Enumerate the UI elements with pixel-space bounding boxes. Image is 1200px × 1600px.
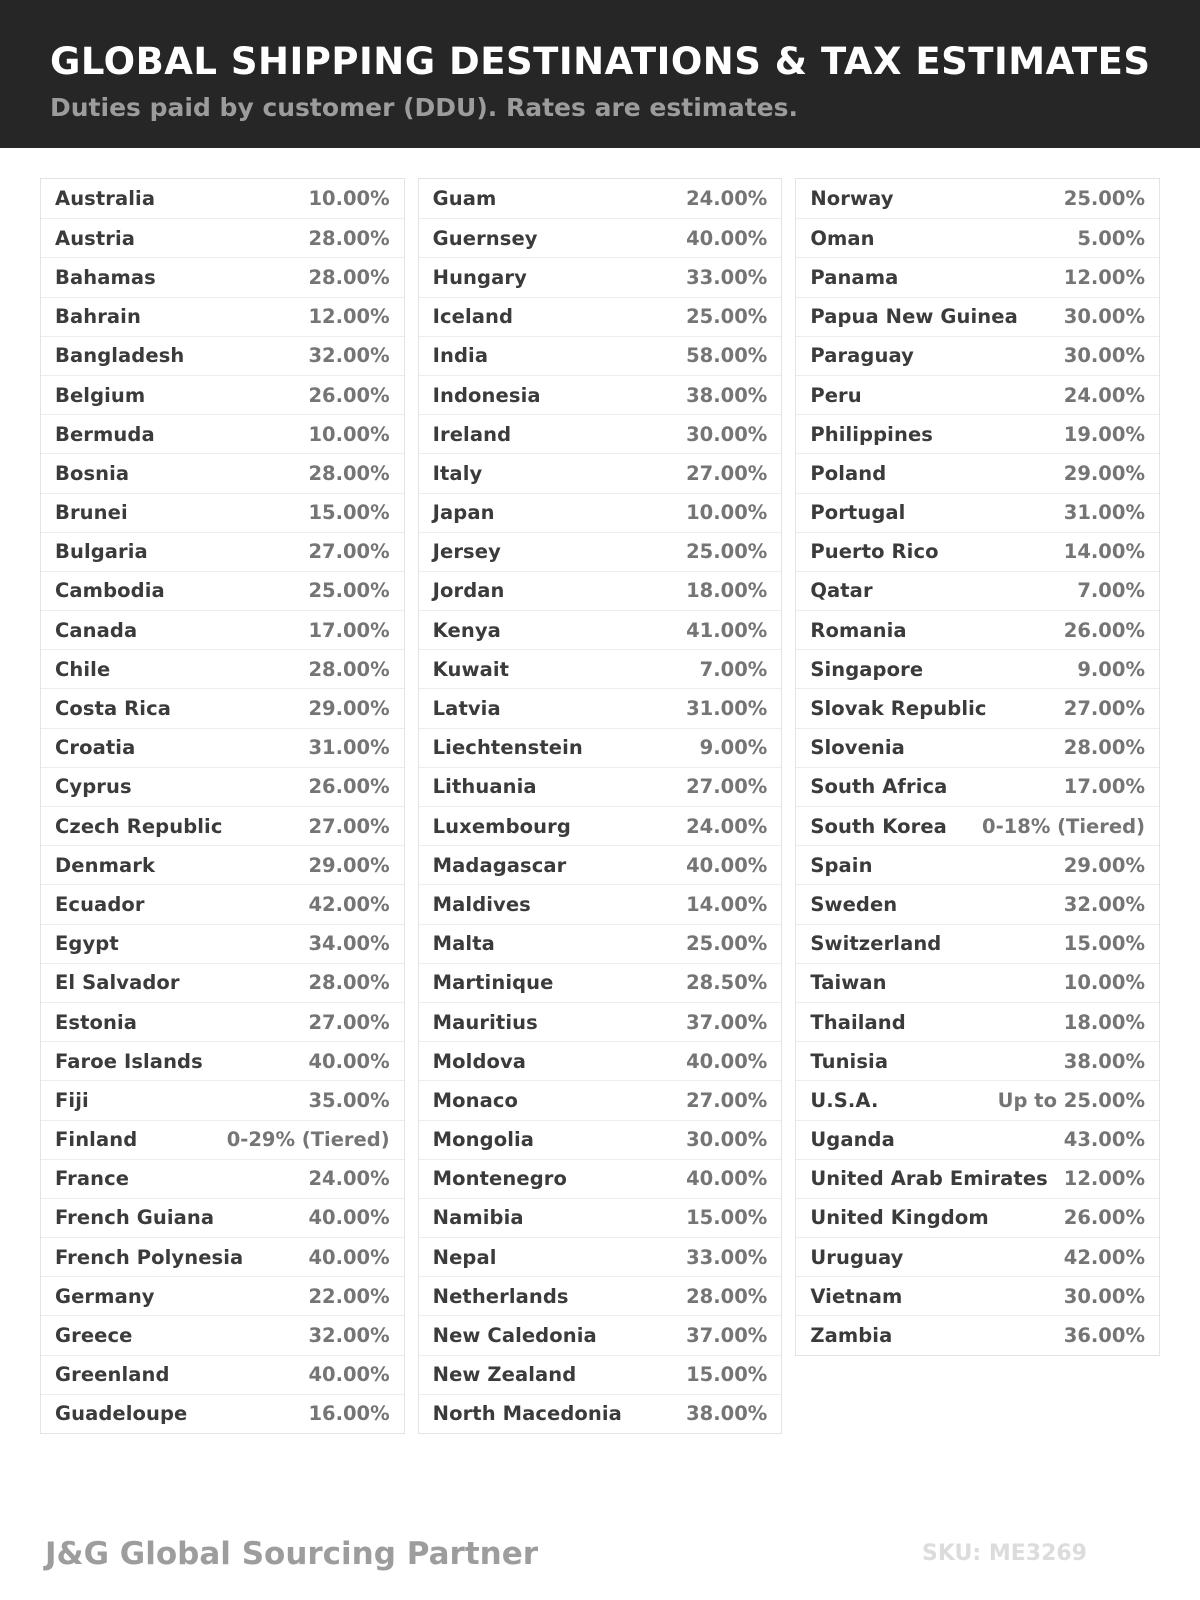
table-row [796,924,1159,963]
table-row [41,884,404,923]
table-row [419,1276,782,1315]
table-row [41,1159,404,1198]
country-name: Kuwait [432,657,510,681]
country-name: Taiwan [810,971,887,995]
country-name: Lithuania [432,775,537,799]
table-column-2 [418,178,783,1434]
table-row [419,1080,782,1119]
table-row [419,806,782,845]
tax-rate-value: 33.00% [686,1245,768,1269]
table-row [796,375,1159,414]
tax-rate-value: 58.00% [686,344,768,368]
table-row [796,1002,1159,1041]
table-row [41,571,404,610]
table-row [419,493,782,532]
country-name: Jersey [432,540,501,564]
table-row [41,1394,404,1433]
table-row [419,688,782,727]
tax-rate-value: 30.00% [1063,305,1145,329]
table-row [419,1002,782,1041]
tax-rate-value: 26.00% [308,775,390,799]
tax-rate-value: 37.00% [686,1010,768,1034]
table-row [41,688,404,727]
country-name: New Zealand [432,1363,577,1387]
country-name: Liechtenstein [432,736,583,760]
table-column-3 [795,178,1160,1356]
country-name: Oman [810,226,875,250]
tax-rate-value: 30.00% [1063,1284,1145,1308]
tax-rate-value: 31.00% [308,736,390,760]
table-row [419,728,782,767]
table-row [419,924,782,963]
country-name: Nepal [432,1245,497,1269]
tax-rate-value: 25.00% [1063,187,1145,211]
country-name: Namibia [432,1206,524,1230]
tax-rate-value: 25.00% [308,579,390,603]
tax-rate-value: 40.00% [308,1206,390,1230]
table-row [796,571,1159,610]
table-row [796,1315,1159,1354]
table-row [41,493,404,532]
country-name: French Guiana [55,1206,215,1230]
tax-rate-value: 9.00% [1077,657,1145,681]
country-name: Singapore [810,657,924,681]
table-row [41,179,404,218]
country-name: Austria [55,226,136,250]
table-column-1 [40,178,405,1434]
table-row [796,493,1159,532]
tax-rate-value: 12.00% [1063,265,1145,289]
table-row [41,218,404,257]
table-row [796,218,1159,257]
country-name: Uruguay [810,1245,904,1269]
country-name: Sweden [810,892,898,916]
country-name: Uganda [810,1128,895,1152]
page-header [0,0,1200,148]
table-row [796,453,1159,492]
country-name: Moldova [432,1049,527,1073]
tax-rate-value: 32.00% [308,344,390,368]
table-row [41,1080,404,1119]
country-name: Egypt [55,932,119,956]
tax-rate-value: 28.00% [308,226,390,250]
tax-rate-value: 28.00% [308,657,390,681]
tax-rate-value: 14.00% [1063,540,1145,564]
table-row [41,1041,404,1080]
country-name: Japan [432,501,495,525]
tax-rate-value: 5.00% [1077,226,1145,250]
table-row [419,218,782,257]
country-name: Bahrain [55,305,141,329]
table-row [419,767,782,806]
table-row [796,414,1159,453]
country-name: Cyprus [55,775,132,799]
country-name: U.S.A. [810,1088,879,1112]
country-name: North Macedonia [432,1402,622,1426]
page-title: GLOBAL SHIPPING DESTINATIONS & TAX ESTIMATES [50,40,1151,83]
country-name: Puerto Rico [810,540,939,564]
tax-rate-value: 10.00% [1063,971,1145,995]
table-row [419,1120,782,1159]
table-row [41,1315,404,1354]
brand-footer: J&G Global Sourcing Partner [45,1536,539,1572]
tax-rate-value: 38.00% [686,383,768,407]
table-row [419,532,782,571]
table-row [419,297,782,336]
table-row [796,688,1159,727]
tax-rate-value: 26.00% [308,383,390,407]
table-row [419,1159,782,1198]
country-name: Estonia [55,1010,138,1034]
tax-rate-value: 27.00% [686,775,768,799]
tax-rate-value: 26.00% [1063,1206,1145,1230]
tax-rate-value: 28.50% [686,971,768,995]
tax-rate-value: 24.00% [686,814,768,838]
country-name: Kenya [432,618,501,642]
tax-rate-value: 18.00% [1063,1010,1145,1034]
table-row [41,845,404,884]
table-row [41,1120,404,1159]
country-name: Australia [55,187,156,211]
country-name: Ecuador [55,892,145,916]
table-row [796,767,1159,806]
sku-label: SKU: ME3269 [922,1541,1087,1566]
country-name: Croatia [55,736,136,760]
tax-rate-value: 37.00% [686,1324,768,1348]
tax-rate-table [40,178,1160,1434]
tax-rate-value: 24.00% [1063,383,1145,407]
tax-rate-value: 38.00% [1063,1049,1145,1073]
country-name: Bosnia [55,461,130,485]
table-row [419,963,782,1002]
country-name: Canada [55,618,138,642]
tax-rate-value: 40.00% [686,1167,768,1191]
tax-rate-value: 15.00% [686,1363,768,1387]
table-row [796,963,1159,1002]
country-name: Greece [55,1324,133,1348]
country-name: Thailand [810,1010,906,1034]
tax-rate-value: 15.00% [1063,932,1145,956]
country-name: Panama [810,265,899,289]
table-row [419,414,782,453]
tax-rate-value: 27.00% [308,540,390,564]
tax-rate-value: 27.00% [686,1088,768,1112]
tax-rate-value: 40.00% [308,1363,390,1387]
country-name: Jordan [432,579,505,603]
country-name: Indonesia [432,383,541,407]
tax-rate-value: 9.00% [699,736,768,760]
tax-rate-value: 7.00% [1077,579,1145,603]
table-row [41,414,404,453]
tax-rate-value: 28.00% [308,265,390,289]
country-name: France [55,1167,130,1191]
country-name: Spain [810,853,873,877]
country-name: El Salvador [55,971,180,995]
country-name: South Africa [810,775,948,799]
table-row [796,1041,1159,1080]
tax-rate-value: 35.00% [308,1088,390,1112]
country-name: Netherlands [432,1284,569,1308]
country-name: Mauritius [432,1010,538,1034]
table-row [419,179,782,218]
tax-rate-value: 29.00% [308,697,390,721]
table-row [41,532,404,571]
country-name: Slovenia [810,736,905,760]
table-row [796,179,1159,218]
table-row [796,1080,1159,1119]
tax-rate-value: 18.00% [686,579,768,603]
table-row [796,1276,1159,1315]
tax-rate-value: 32.00% [308,1324,390,1348]
tax-rate-value: 43.00% [1063,1128,1145,1152]
country-name: Brunei [55,501,128,525]
country-name: Guadeloupe [55,1402,188,1426]
table-row [419,1237,782,1276]
table-row [41,336,404,375]
table-row [419,649,782,688]
table-row [419,257,782,296]
country-name: Chile [55,657,111,681]
country-name: Portugal [810,501,906,525]
table-row [41,649,404,688]
country-name: Hungary [432,265,527,289]
country-name: Qatar [810,579,873,603]
country-name: Paraguay [810,344,914,368]
table-row [419,453,782,492]
country-name: Monaco [432,1088,519,1112]
tax-rate-value: 30.00% [686,422,768,446]
table-row [796,610,1159,649]
tax-rate-value: 12.00% [308,305,390,329]
tax-rate-value: 17.00% [308,618,390,642]
country-name: Poland [810,461,887,485]
tax-rate-value: 12.00% [1063,1167,1145,1191]
tax-rate-value: 28.00% [308,461,390,485]
table-row [419,571,782,610]
country-name: Bermuda [55,422,155,446]
tax-rate-value: 24.00% [686,187,768,211]
table-row [796,336,1159,375]
country-name: India [432,344,489,368]
table-row [419,1198,782,1237]
tax-rate-value: 40.00% [308,1049,390,1073]
country-name: Zambia [810,1324,893,1348]
table-row [796,1198,1159,1237]
tax-rate-value: 25.00% [686,932,768,956]
tax-rate-value: 40.00% [686,226,768,250]
tax-rate-value: 17.00% [1063,775,1145,799]
table-row [796,649,1159,688]
tax-rate-value: 0-29% (Tiered) [226,1128,390,1152]
table-row [41,257,404,296]
country-name: Switzerland [810,932,942,956]
country-name: Denmark [55,853,156,877]
country-name: Malta [432,932,495,956]
table-row [419,336,782,375]
country-name: Martinique [432,971,554,995]
table-row [41,1237,404,1276]
tax-rate-value: 40.00% [686,853,768,877]
table-row [796,532,1159,571]
country-name: Iceland [432,305,514,329]
table-row [419,1355,782,1394]
tax-rate-value: 22.00% [308,1284,390,1308]
country-name: Czech Republic [55,814,223,838]
tax-rate-value: 28.00% [308,971,390,995]
country-name: Costa Rica [55,697,172,721]
table-row [796,257,1159,296]
tax-rate-value: 15.00% [686,1206,768,1230]
country-name: Germany [55,1284,155,1308]
tax-rate-value: 25.00% [686,540,768,564]
table-row [419,375,782,414]
country-name: Latvia [432,697,501,721]
country-name: Italy [432,461,483,485]
table-row [419,610,782,649]
country-name: Greenland [55,1363,170,1387]
country-name: Belgium [55,383,146,407]
table-row [41,610,404,649]
table-row [41,375,404,414]
country-name: Norway [810,187,894,211]
table-row [41,924,404,963]
tax-rate-value: 29.00% [1063,461,1145,485]
table-row [41,297,404,336]
table-row [41,453,404,492]
country-name: Guam [432,187,497,211]
tax-rate-value: 40.00% [686,1049,768,1073]
table-row [419,1315,782,1354]
country-name: Philippines [810,422,933,446]
table-row [796,884,1159,923]
tax-rate-value: 31.00% [1063,501,1145,525]
country-name: Romania [810,618,907,642]
tax-rate-value: 27.00% [308,1010,390,1034]
tax-rate-value: 33.00% [686,265,768,289]
country-name: Montenegro [432,1167,567,1191]
page-subtitle: Duties paid by customer (DDU). Rates are estimates. [50,93,798,122]
tax-rate-value: 42.00% [1063,1245,1145,1269]
table-row [419,884,782,923]
country-name: Papua New Guinea [810,305,1018,329]
table-row [419,1394,782,1433]
table-row [41,1355,404,1394]
country-name: Finland [55,1128,138,1152]
tax-rate-value: 29.00% [1063,853,1145,877]
tax-rate-value: 14.00% [686,892,768,916]
tax-rate-value: 28.00% [686,1284,768,1308]
tax-rate-value: 40.00% [308,1245,390,1269]
tax-rate-value: Up to 25.00% [997,1088,1145,1112]
country-name: Bangladesh [55,344,185,368]
table-row [41,728,404,767]
country-name: Ireland [432,422,512,446]
table-row [41,767,404,806]
country-name: Tunisia [810,1049,889,1073]
table-row [796,806,1159,845]
tax-rate-value: 19.00% [1063,422,1145,446]
table-row [796,845,1159,884]
table-row [41,1276,404,1315]
tax-rate-value: 41.00% [686,618,768,642]
tax-rate-value: 10.00% [686,501,768,525]
tax-rate-value: 34.00% [308,932,390,956]
table-row [796,1237,1159,1276]
country-name: Vietnam [810,1284,903,1308]
tax-rate-value: 7.00% [699,657,768,681]
table-row [796,1120,1159,1159]
tax-rate-value: 24.00% [308,1167,390,1191]
country-name: Mongolia [432,1128,535,1152]
tax-rate-value: 26.00% [1063,618,1145,642]
table-row [41,1198,404,1237]
table-row [796,297,1159,336]
tax-rate-value: 42.00% [308,892,390,916]
country-name: New Caledonia [432,1324,597,1348]
tax-rate-value: 15.00% [308,501,390,525]
tax-rate-value: 30.00% [1063,344,1145,368]
country-name: French Polynesia [55,1245,244,1269]
tax-rate-value: 30.00% [686,1128,768,1152]
table-row [796,1159,1159,1198]
tax-rate-value: 16.00% [308,1402,390,1426]
country-name: Bahamas [55,265,156,289]
tax-rate-value: 31.00% [686,697,768,721]
country-name: United Arab Emirates [810,1167,1048,1191]
tax-rate-value: 36.00% [1063,1324,1145,1348]
country-name: Cambodia [55,579,165,603]
country-name: Guernsey [432,226,538,250]
tax-rate-value: 27.00% [686,461,768,485]
tax-rate-value: 10.00% [308,187,390,211]
country-name: Faroe Islands [55,1049,203,1073]
tax-rate-value: 27.00% [308,814,390,838]
table-row [796,728,1159,767]
tax-rate-value: 10.00% [308,422,390,446]
table-row [41,1002,404,1041]
country-name: Slovak Republic [810,697,987,721]
tax-rate-value: 29.00% [308,853,390,877]
table-row [419,845,782,884]
country-name: Maldives [432,892,531,916]
tax-rate-value: 0-18% (Tiered) [982,814,1145,838]
country-name: Fiji [55,1088,89,1112]
tax-rate-value: 38.00% [686,1402,768,1426]
table-row [419,1041,782,1080]
country-name: United Kingdom [810,1206,989,1230]
tax-rate-value: 25.00% [686,305,768,329]
table-row [41,806,404,845]
tax-rate-value: 32.00% [1063,892,1145,916]
country-name: Madagascar [432,853,567,877]
country-name: Bulgaria [55,540,148,564]
table-row [41,963,404,1002]
tax-rate-value: 27.00% [1063,697,1145,721]
country-name: South Korea [810,814,947,838]
country-name: Peru [810,383,862,407]
tax-rate-value: 28.00% [1063,736,1145,760]
country-name: Luxembourg [432,814,571,838]
